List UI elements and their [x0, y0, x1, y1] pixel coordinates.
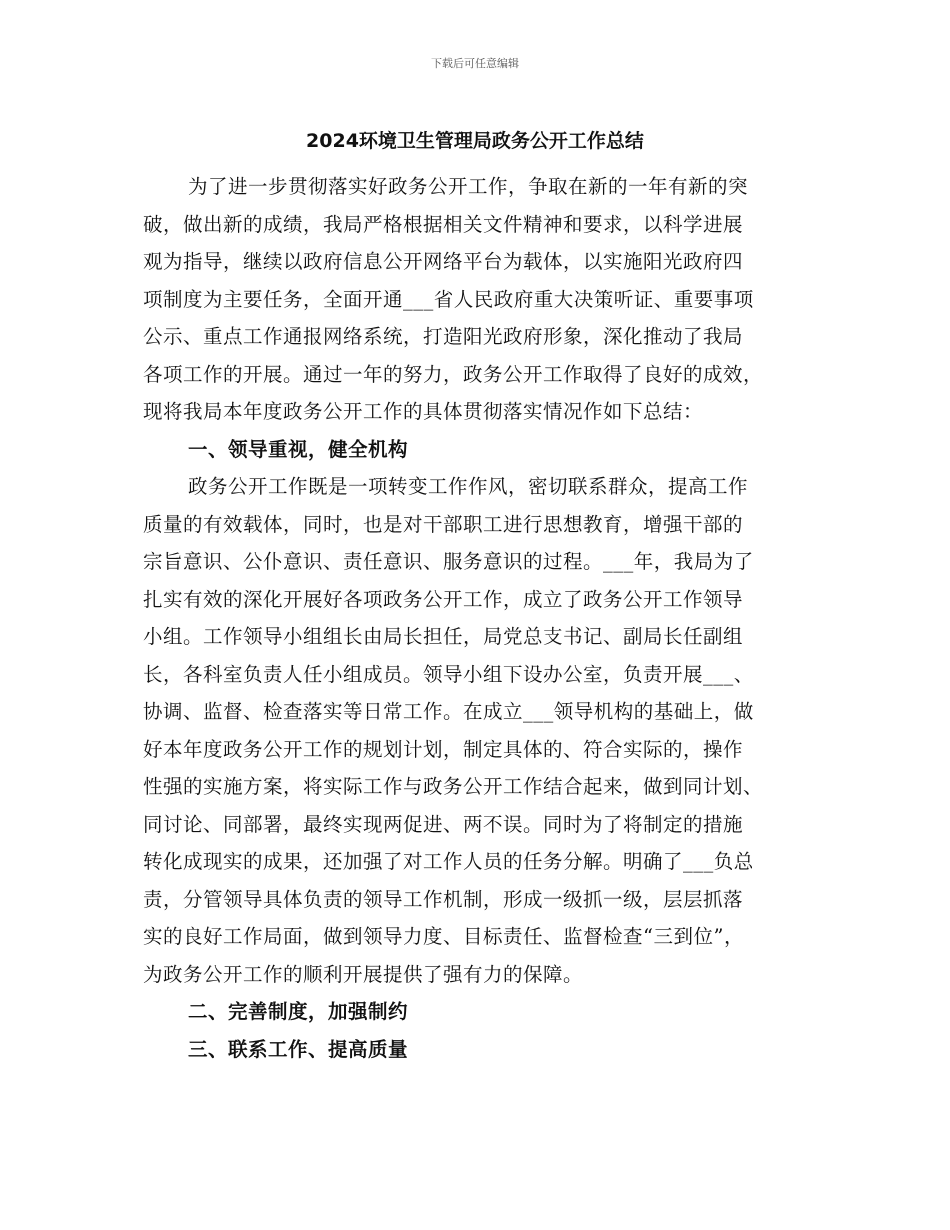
intro-line: 为了进一步贯彻落实好政务公开工作，争取在新的一年有新的突 — [188, 175, 749, 198]
section-1-line: 实的良好工作局面，做到领导力度、目标责任、监督检查“三到位”， — [143, 925, 744, 948]
section-1-line: 宗旨意识、公仆意识、责任意识、服务意识的过程。___年，我局为了 — [143, 550, 754, 573]
section-1-line: 责，分管领导具体负责的领导工作机制，形成一级抓一级，层层抓落 — [143, 887, 744, 911]
intro-line: 观为指导，继续以政府信息公开网络平台为载体，以实施阳光政府四 — [143, 250, 744, 273]
intro-line: 项制度为主要任务，全面开通___省人民政府重大决策听证、重要事项 — [143, 287, 754, 311]
section-1-line: 同讨论、同部署，最终实现两促进、两不误。同时为了将制定的措施 — [143, 812, 744, 836]
document-title: 2024环境卫生管理局政务公开工作总结 — [306, 130, 644, 152]
intro-line: 各项工作的开展。通过一年的努力，政务公开工作取得了良好的成效， — [143, 362, 764, 386]
section-1-line: 好本年度政务公开工作的规划计划，制定具体的、符合实际的，操作 — [143, 737, 744, 761]
section-3-heading: 三、联系工作、提高质量 — [188, 1037, 409, 1061]
document-body — [143, 168, 813, 1068]
section-1-line: 扎实有效的深化开展好各项政务公开工作，成立了政务公开工作领导 — [143, 587, 744, 611]
header-note: 下载后可任意编辑 — [431, 57, 519, 70]
section-1-line: 长，各科室负责人任小组成员。领导小组下设办公室，负责开展___、 — [143, 662, 754, 686]
section-2-heading: 二、完善制度，加强制约 — [188, 1000, 409, 1023]
intro-line: 公示、重点工作通报网络系统，打造阳光政府形象，深化推动了我局 — [143, 325, 744, 348]
section-1-line: 政务公开工作既是一项转变工作作风，密切联系群众，提高工作 — [188, 475, 749, 498]
section-1-line: 质量的有效载体，同时，也是对干部职工进行思想教育，增强干部的 — [143, 512, 744, 536]
section-1-line: 性强的实施方案，将实际工作与政务公开工作结合起来，做到同计划、 — [143, 775, 764, 798]
section-1-line: 为政务公开工作的顺利开展提供了强有力的保障。 — [143, 962, 584, 986]
section-1-line: 协调、监督、检查落实等日常工作。在成立___领导机构的基础上，做 — [143, 700, 754, 723]
section-1-line: 转化成现实的成果，还加强了对工作人员的任务分解。明确了___负总 — [143, 850, 754, 873]
intro-line: 现将我局本年度政务公开工作的具体贯彻落实情况作如下总结： — [143, 400, 704, 423]
section-1-line: 小组。工作领导小组组长由局长担任，局党总支书记、副局长任副组 — [143, 625, 744, 648]
section-1-heading: 一、领导重视，健全机构 — [188, 437, 409, 461]
intro-line: 破，做出新的成绩，我局严格根据相关文件精神和要求，以科学进展 — [143, 212, 744, 236]
